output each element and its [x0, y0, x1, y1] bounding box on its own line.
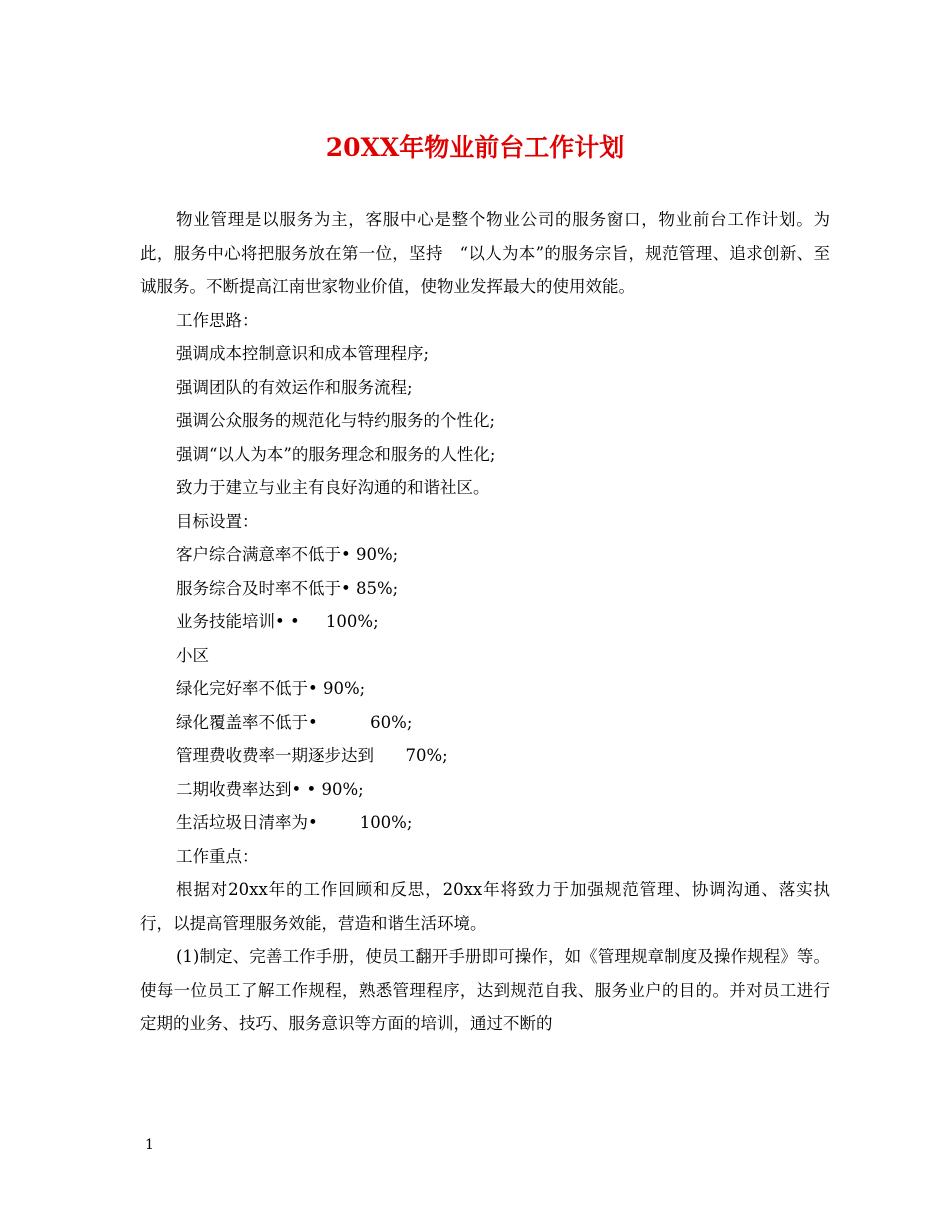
list-item: 致力于建立与业主有良好沟通的和谐社区。	[176, 478, 490, 497]
list-item: 业务技能培训• • 100%;	[176, 612, 379, 631]
list-item: 二期收费率达到• • 90%;	[176, 779, 364, 799]
document-title: 20XX年物业前台工作计划	[325, 133, 625, 162]
list-item: 小区	[176, 645, 209, 665]
plan-lines	[140, 304, 830, 874]
list-item: 服务综合及时率不低于• 85%;	[176, 578, 399, 598]
list-item: 强调团队的有效运作和服务流程;	[176, 377, 413, 397]
list-item: 绿化覆盖率不低于• 60%;	[176, 712, 413, 732]
heading-work-approach: 工作思路：	[176, 310, 259, 330]
heading-goal-setting: 目标设置：	[176, 511, 259, 531]
list-item: 绿化完好率不低于• 90%;	[176, 679, 366, 698]
list-item: 客户综合满意率不低于• 90%;	[176, 545, 399, 564]
item-1-paragraph: (1)制定、完善工作手册，使员工翻开手册即可操作，如《管理规章制度及操作规程》等。使每一位员工了解工作规程，熟悉管理程序，达到规范自我、服务业户的目的。并对员工进行定期的业务、技巧、服务意识等方面的培训，通过不断的	[140, 947, 830, 1033]
heading-work-focus: 工作重点：	[176, 846, 259, 866]
list-item: 管理费收费率一期逐步达到 70%;	[176, 746, 448, 765]
list-item: 生活垃圾日清率为• 100%;	[176, 813, 413, 832]
list-item: 强调“以人为本”的服务理念和服务的人性化;	[176, 444, 496, 464]
list-item: 强调公众服务的规范化与特约服务的个性化;	[176, 411, 496, 430]
intro-paragraph: 物业管理是以服务为主，客服中心是整个物业公司的服务窗口，物业前台工作计划。为此，服务中心将把服务放在第一位，坚持 “以人为本”的服务宗旨，规范管理、追求创新、至诚服务。不断提高江南世家物业价值，使物业发挥最大的使用效能。	[140, 210, 830, 296]
list-item: 强调成本控制意识和成本管理程序;	[176, 344, 430, 363]
page-number: 1	[145, 1137, 154, 1153]
document-body	[140, 203, 830, 1041]
focus-paragraph: 根据对20xx年的工作回顾和反思，20xx年将致力于加强规范管理、协调沟通、落实执行，以提高管理服务效能，营造和谐生活环境。	[140, 880, 830, 933]
